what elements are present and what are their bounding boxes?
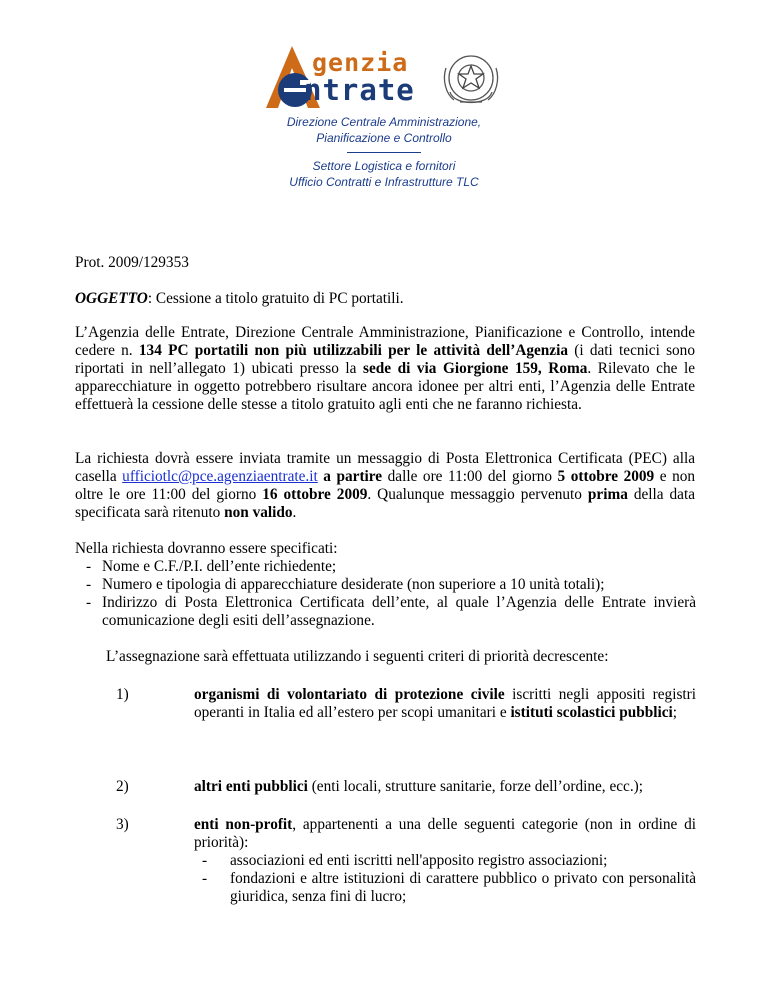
p2-text-d: e non oltre le ore 11:00 del giorno — [75, 468, 696, 503]
list-dash: - — [86, 558, 92, 575]
logo-text-genzia: genzia — [312, 48, 409, 77]
letterhead-divider — [347, 152, 421, 153]
p2-bold-before: prima — [587, 486, 628, 503]
list-dash: - — [86, 576, 92, 593]
list-item-text: associazioni ed enti iscritti nell'apposito registro associazioni; — [230, 852, 608, 869]
agenzia-entrate-logo — [262, 44, 510, 110]
paragraph-request — [75, 450, 695, 522]
office-name — [0, 114, 768, 146]
requirements-list — [86, 558, 696, 630]
criterion-text — [194, 816, 696, 852]
criterion-1-end: ; — [672, 704, 678, 721]
p2-text-g: . — [292, 504, 297, 521]
list-dash: - — [202, 870, 208, 887]
criterion-number: 1) — [116, 686, 129, 703]
subject-line — [75, 290, 695, 308]
subject-text: : Cessione a titolo gratuito di PC portatili. — [147, 290, 404, 307]
p1-text-d: . Rilevato che le apparecchiature in oggetto potrebbero risultare ancora idonee per altri enti, l’Agenzia delle Entrate effettuerà la cessione delle stesse a titolo gratuito agli enti che ne faranno richiesta. — [75, 360, 695, 413]
p2-text-c: dalle ore 11:00 del giorno — [382, 468, 558, 485]
p2-bold-invalid: non valido — [224, 504, 293, 521]
list-item-text: Nome e C.F./P.I. dell’ente richiedente; — [102, 558, 337, 575]
p2-bold-start: a partire — [317, 468, 383, 485]
p2-text-e: . Qualunque messaggio pervenuto — [367, 486, 588, 503]
list-item — [194, 870, 696, 906]
criterion-number: 2) — [116, 778, 129, 795]
criterion-2-text: (enti locali, strutture sanitarie, forze dell’ordine, ecc.); — [307, 778, 643, 795]
criterion-text — [194, 778, 696, 796]
list-item-text: Numero e tipologia di apparecchiature desiderate (non superiore a 10 unità totali); — [102, 576, 605, 593]
list-item-text: Indirizzo di Posta Elettronica Certificata dell’ente, al quale l’Agenzia delle Entrate invierà comunicazione degli esiti dell’assegnazione. — [102, 594, 696, 629]
p2-bold-end-date: 16 ottobre 2009 — [262, 486, 368, 503]
criterion-text — [194, 686, 696, 722]
p1-text-a: L’Agenzia delle Entrate, Direzione Centrale Amministrazione, Pianificazione e Controllo, intende cedere n. — [75, 324, 695, 359]
list-item — [86, 594, 696, 630]
office-line-2: Pianificazione e Controllo — [316, 131, 452, 145]
criterion-1-bold-b: istituti scolastici pubblici — [510, 704, 673, 721]
list-dash: - — [202, 852, 208, 869]
criterion-1-text: iscritti negli appositi registri operanti in Italia ed all’estero per scopi umanitari e — [194, 686, 696, 721]
p2-text-f: della data specificata sarà ritenuto — [75, 486, 696, 521]
list-dash: - — [86, 594, 92, 611]
criterion-number: 3) — [116, 816, 129, 833]
office-line-1: Direzione Centrale Amministrazione, — [286, 115, 482, 129]
criteria-intro: L’assegnazione sarà effettuata utilizzando i seguenti criteri di priorità decrescente: — [106, 648, 609, 665]
p1-bold-pc: 134 PC portatili non più utilizzabili per le attività dell’Agenzia — [138, 342, 568, 359]
requirements-intro: Nella richiesta dovranno essere specificati: — [75, 540, 338, 557]
p2-text-a: La richiesta dovrà essere inviata tramite un messaggio di Posta Elettronica Certificata (PEC) alla casella — [75, 450, 695, 485]
subject-label: OGGETTO — [75, 290, 148, 307]
p1-bold-address: sede di via Giorgione 159, Roma — [363, 360, 588, 377]
unit-name — [0, 158, 768, 190]
pec-email-link[interactable]: ufficiotlc@pce.agenziaentrate.it — [122, 468, 318, 485]
paragraph-intro — [75, 324, 695, 414]
logo-text-ntrate: ntrate — [304, 73, 415, 107]
protocol-number: Prot. 2009/129353 — [75, 254, 189, 271]
criterion-2-bold: altri enti pubblici — [194, 778, 308, 795]
unit-line-2: Ufficio Contratti e Infrastrutture TLC — [289, 175, 479, 189]
criterion-3-text: , appartenenti a una delle seguenti categorie (non in ordine di priorità): — [194, 816, 696, 851]
criterion-3-bold: enti non-profit — [194, 816, 293, 833]
italian-republic-emblem-icon — [438, 48, 504, 110]
list-item — [194, 852, 696, 870]
p2-bold-start-date: 5 ottobre 2009 — [557, 468, 655, 485]
list-item — [86, 576, 696, 594]
list-item — [86, 558, 696, 576]
list-item-text: fondazioni e altre istituzioni di carattere pubblico o privato con personalità giuridica, senza fini di lucro; — [230, 870, 696, 905]
criterion-1-bold-a: organismi di volontariato di protezione civile — [194, 686, 505, 703]
unit-line-1: Settore Logistica e fornitori — [312, 159, 456, 173]
p1-text-c: (i dati tecnici sono riportati in nell’allegato 1) ubicati presso la — [75, 342, 695, 377]
criterion-3-sublist — [194, 852, 696, 906]
